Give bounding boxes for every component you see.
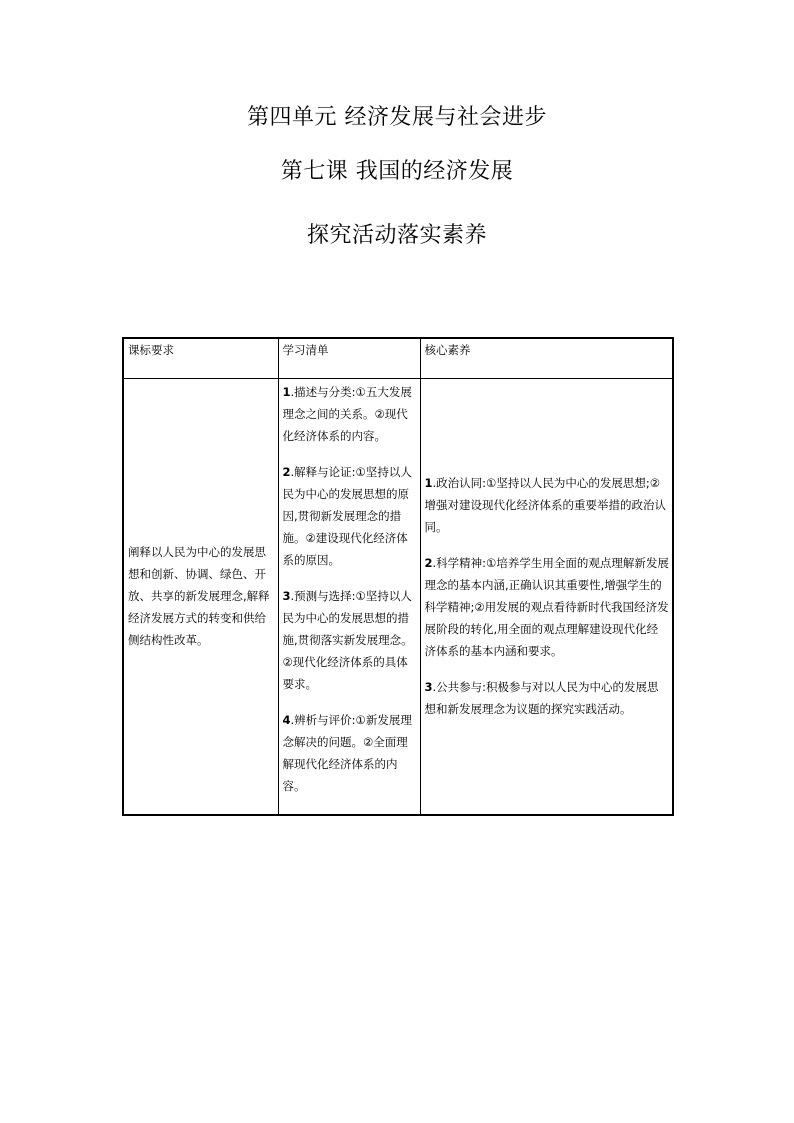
core-literacy-cell <box>420 378 673 815</box>
item-number: 2 <box>424 556 433 571</box>
curriculum-table <box>122 337 674 816</box>
requirement-text: 阐释以人民为中心的发展思想和创新、协调、绿色、开放、共享的新发展理念,解释经济发展方式的转变和供给侧结构性改革。 <box>128 545 270 648</box>
item-text: .辨析与评价:①新发展理念解决的问题。②全面理解现代化经济体系的内容。 <box>282 712 412 793</box>
section-title: 探究活动落实素养 <box>306 223 487 248</box>
header-core-literacy: 核心素养 <box>420 338 673 378</box>
lesson-title: 第七课 我国的经济发展 <box>280 159 514 184</box>
item-number: 3 <box>282 588 291 603</box>
unit-title: 第四单元 经济发展与社会进步 <box>247 105 547 130</box>
item-number: 1 <box>424 476 433 491</box>
item-number: 1 <box>282 384 291 399</box>
list-item <box>283 461 417 571</box>
table-header-row <box>123 338 673 378</box>
header-requirement: 课标要求 <box>123 338 278 378</box>
item-text: .解释与论证:①坚持以人民为中心的发展思想的原因,贯彻新发展理念的措施。②建设现代化经济体系的原因。 <box>282 464 412 567</box>
item-number: 2 <box>282 464 291 479</box>
header-study-list: 学习清单 <box>278 338 420 378</box>
item-number: 4 <box>282 712 291 727</box>
list-item <box>425 472 670 538</box>
requirement-cell <box>123 378 278 815</box>
item-text: .科学精神:①培养学生用全面的观点理解新发展理念的基本内涵,正确认识其重要性,增强学生的科学精神;②用发展的观点看待新时代我国经济发展阶段的转化,用全面的观点理解建设现代化经济体系的基本内涵和要求。 <box>424 556 669 659</box>
item-text: .描述与分类:①五大发展理念之间的关系。②现代化经济体系的内容。 <box>282 384 412 443</box>
list-item <box>283 585 417 695</box>
item-text: .政治认同:①坚持以人民为中心的发展思想;②增强对建设现代化经济体系的重要举措的政治认同。 <box>424 476 666 535</box>
item-text: .公共参与:积极参与对以人民为中心的发展思想和新发展理念为议题的探究实践活动。 <box>424 680 659 717</box>
list-item <box>283 381 417 447</box>
study-list-cell <box>278 378 420 815</box>
item-number: 3 <box>424 680 433 695</box>
item-text: .预测与选择:①坚持以人民为中心的发展思想的措施,贯彻落实新发展理念。②现代化经济体系的具体要求。 <box>282 588 413 691</box>
list-item <box>283 709 417 797</box>
list-item <box>425 552 670 662</box>
list-item <box>425 676 670 720</box>
table-row <box>123 378 673 815</box>
